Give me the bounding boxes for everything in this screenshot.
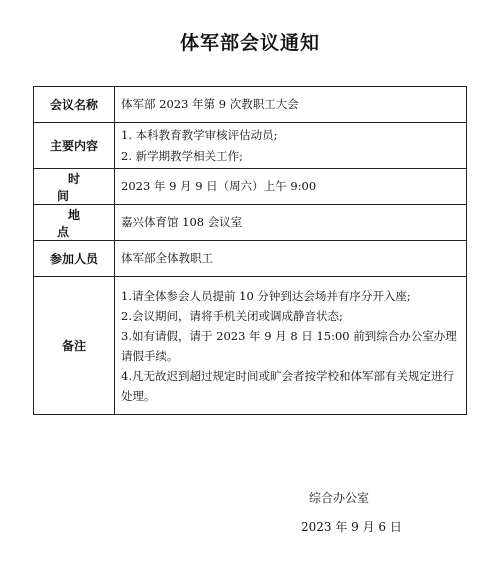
row-participants [34,241,467,277]
content-item: 2. 新学期教学相关工作; [121,148,244,163]
label-meeting-name: 会议名称 [34,87,115,123]
label-notes: 备注 [34,277,115,415]
row-location [34,205,467,241]
row-time [34,169,467,205]
value-location: 嘉兴体育馆 108 会议室 [115,205,467,241]
note-item: 1.请全体参会人员提前 10 分钟到达会场并有序分开入座; [121,288,411,303]
row-meeting-name [34,87,467,123]
row-main-content [34,123,467,169]
value-main-content [115,123,467,169]
label-participants: 参加人员 [34,241,115,277]
signature: 综合办公室 [309,491,370,505]
notice-table [33,86,467,415]
label-location-text: 地 点 [56,207,102,239]
document-title: 体军部会议通知 [179,32,320,54]
value-time: 2023 年 9 月 9 日（周六）上午 9:00 [115,169,467,205]
row-notes [34,277,467,415]
content-item: 1. 本科教育教学审核评估动员; [121,127,278,142]
label-main-content: 主要内容 [34,123,115,169]
label-time-text: 时 间 [56,171,102,203]
label-time [34,169,115,205]
value-participants: 体军部全体教职工 [115,241,467,277]
value-notes [115,277,467,415]
note-item: 2.会议期间，请将手机关闭或调成静音状态; [121,308,343,323]
label-location [34,205,115,241]
note-item: 4.凡无故迟到超过规定时间或旷会者按学校和体军部有关规定进行处理。 [121,368,454,403]
issue-date: 2023 年 9 月 6 日 [301,520,402,534]
value-meeting-name: 体军部 2023 年第 9 次教职工大会 [115,87,467,123]
note-item: 3.如有请假，请于 2023 年 9 月 8 日 15:00 前到综合办公室办理请假手续。 [121,328,457,363]
